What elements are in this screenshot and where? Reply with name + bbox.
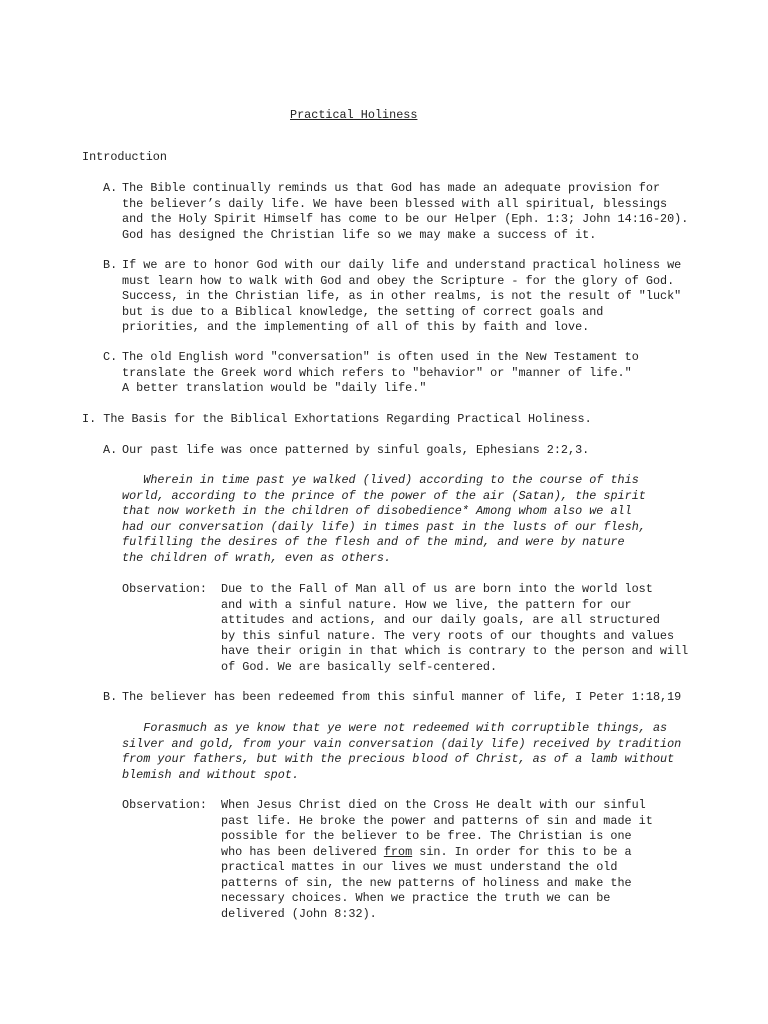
intro-item-b-line: Success, in the Christian life, as in other realms, is not the result of "luck"	[122, 289, 682, 303]
scripture-quote-line: Forasmuch as ye know that ye were not redeemed with corruptible things, as	[122, 721, 668, 735]
observation-line: and with a sinful nature. How we live, the pattern for our	[221, 597, 632, 612]
intro-item-a-line: God has designed the Christian life so we may make a success of it.	[122, 227, 597, 242]
observation-line: delivered (John 8:32).	[221, 906, 377, 921]
intro-item-a-line: the believer’s daily life. We have been blessed with all spiritual, blessings	[122, 196, 668, 211]
observation-line: past life. He broke the power and patterns of sin and made it	[221, 813, 653, 828]
intro-item-c-line: translate the Greek word which refers to "behavior" or "manner of life."	[122, 365, 632, 380]
scripture-quote-line: blemish and without spot.	[122, 767, 299, 782]
section-item-b-text: The believer has been redeemed from this sinful manner of life, I Peter 1:18,19	[122, 690, 682, 704]
intro-item-b-line: If we are to honor God with our daily life and understand practical holiness we	[122, 258, 682, 272]
observation-text: who has been delivered	[221, 844, 384, 859]
scripture-quote-line: the children of wrath, even as others.	[122, 550, 392, 565]
intro-item-c-line: A better translation would be "daily life."	[122, 381, 427, 395]
intro-item-a-line: and the Holy Spirit Himself has come to be our Helper (Eph. 1:3; John 14:16-20).	[122, 212, 689, 226]
observation-line: When Jesus Christ died on the Cross He dealt with our sinful	[221, 798, 646, 812]
observation-line-with-emphasis	[221, 845, 632, 861]
scripture-quote-line: from your fathers, but with the precious blood of Christ, as of a lamb without	[122, 752, 675, 766]
intro-item-a-label: A.	[103, 181, 118, 195]
scripture-quote-line: that now worketh in the children of disobedience* Among whom also we all	[122, 504, 632, 518]
intro-item-b-line: must learn how to walk with God and obey the Scripture - for the glory of God.	[122, 273, 675, 288]
page-title: Practical Holiness	[290, 108, 418, 122]
underlined-word: from	[383, 844, 413, 859]
scripture-quote-line: world, according to the prince of the power of the air (Satan), the spirit	[122, 488, 646, 503]
scripture-quote-line: had our conversation (daily life) in times past in the lusts of our flesh,	[122, 519, 646, 534]
section-item-a-label: A.	[103, 443, 118, 457]
observation-line: have their origin in that which is contrary to the person and will	[221, 644, 689, 658]
intro-item-c-line: The old English word "conversation" is often used in the New Testament to	[122, 350, 639, 364]
intro-item-a-line: The Bible continually reminds us that God has made an adequate provision for	[122, 181, 661, 195]
observation-line: attitudes and actions, and our daily goals, are all structured	[221, 613, 660, 627]
observation-line: practical mattes in our lives we must understand the old	[221, 860, 618, 874]
section-item-a-text: Our past life was once patterned by sinful goals, Ephesians 2:2,3.	[122, 443, 590, 457]
intro-item-b-line: but is due to a Biblical knowledge, the setting of correct goals and	[122, 304, 604, 319]
scripture-quote-line: silver and gold, from your vain conversation (daily life) received by tradition	[122, 736, 682, 751]
observation-label: Observation:	[122, 798, 207, 812]
scripture-quote-line: Wherein in time past ye walked (lived) according to the course of this	[122, 473, 639, 487]
section-item-b-label: B.	[103, 690, 118, 704]
observation-line: patterns of sin, the new patterns of holiness and make the	[221, 875, 632, 890]
intro-item-b-line: priorities, and the implementing of all of this by faith and love.	[122, 320, 590, 334]
observation-text: sin. In order for this to be a	[412, 844, 632, 859]
observation-label: Observation:	[122, 582, 207, 596]
intro-item-b-label: B.	[103, 258, 118, 272]
observation-line: by this sinful nature. The very roots of our thoughts and values	[221, 628, 675, 643]
section-heading: I. The Basis for the Biblical Exhortations Regarding Practical Holiness.	[82, 412, 592, 426]
observation-line: necessary choices. When we practice the truth we can be	[221, 891, 611, 905]
observation-line: Due to the Fall of Man all of us are born into the world lost	[221, 582, 653, 596]
observation-line: possible for the believer to be free. The Christian is one	[221, 829, 632, 843]
scripture-quote-line: fulfilling the desires of the flesh and of the mind, and were by nature	[122, 535, 625, 549]
intro-heading: Introduction	[82, 150, 167, 164]
intro-item-c-label: C.	[103, 350, 118, 364]
observation-line: of God. We are basically self-centered.	[221, 659, 498, 674]
